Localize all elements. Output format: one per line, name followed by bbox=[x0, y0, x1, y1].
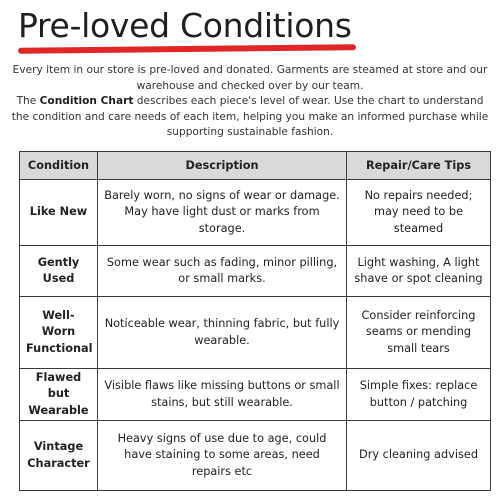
description-cell: Heavy signs of use due to age, could have staining to some areas, need repairs etc bbox=[98, 421, 347, 491]
table-header-row bbox=[20, 152, 491, 180]
description-cell: Barely worn, no signs of wear or damage. May have light dust or marks from storage. bbox=[98, 180, 347, 246]
table-row bbox=[20, 180, 491, 246]
header-description: Description bbox=[98, 152, 347, 180]
condition-cell: Gently Used bbox=[20, 246, 98, 297]
condition-cell: Well-Worn Functional bbox=[20, 297, 98, 369]
header-condition: Condition bbox=[20, 152, 98, 180]
condition-cell: Vintage Character bbox=[20, 421, 98, 491]
condition-cell: Flawed but Wearable bbox=[20, 369, 98, 421]
tips-cell: Simple fixes: replace button / patching bbox=[347, 369, 491, 421]
tips-cell: No repairs needed; may need to be steamed bbox=[347, 180, 491, 246]
intro-paragraph-1: Every item in our store is pre-loved and donated. Garments are steamed at store and our warehouse and checked over by our team. bbox=[12, 64, 488, 92]
condition-cell: Like New bbox=[20, 180, 98, 246]
condition-chart-table bbox=[19, 151, 491, 491]
intro-text bbox=[10, 63, 490, 141]
intro-paragraph-2 bbox=[10, 94, 490, 141]
condition-chart-label: Condition Chart bbox=[39, 95, 134, 107]
intro-paragraph-2-prefix: The bbox=[16, 95, 40, 107]
description-cell: Some wear such as fading, minor pilling, or small marks. bbox=[98, 246, 347, 297]
table-row bbox=[20, 246, 491, 297]
tips-cell: Light washing, A light shave or spot cleaning bbox=[347, 246, 491, 297]
table-row bbox=[20, 369, 491, 421]
page-title: Pre-loved Conditions bbox=[18, 6, 352, 45]
table-row bbox=[20, 421, 491, 491]
intro-paragraph-2-suffix: describes each piece's level of wear. Use the chart to understand the condition and care needs of each item, helping you make an informed purchase while supporting sustainable fashion. bbox=[11, 95, 489, 138]
description-cell: Visible flaws like missing buttons or small stains, but still wearable. bbox=[98, 369, 347, 421]
table-row bbox=[20, 297, 491, 369]
title-block bbox=[18, 6, 352, 52]
description-cell: Noticeable wear, thinning fabric, but fully wearable. bbox=[98, 297, 347, 369]
tips-cell: Dry cleaning advised bbox=[347, 421, 491, 491]
header-repair-care-tips: Repair/Care Tips bbox=[347, 152, 491, 180]
tips-cell: Consider reinforcing seams or mending small tears bbox=[347, 297, 491, 369]
